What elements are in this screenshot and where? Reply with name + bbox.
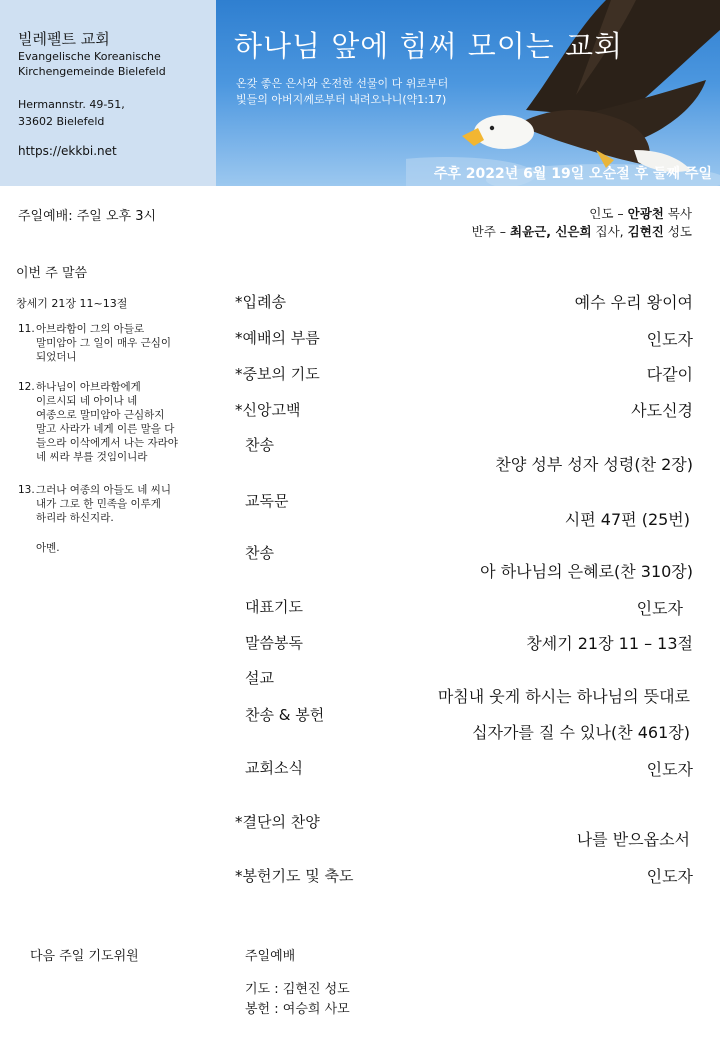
- leader-prefix: 인도 –: [589, 206, 628, 221]
- verse-text: 하리라 하신지라.: [36, 512, 114, 524]
- order-value: 시편 47편 (25번): [564, 510, 690, 529]
- banner-title: 하나님 앞에 힘써 모이는 교회: [234, 29, 624, 63]
- header-banner: [216, 0, 720, 186]
- service-date: 주후 2022년 6월 19일 오순절 후 둘째 주일: [433, 166, 712, 182]
- church-name: 빌레펠트 교회: [18, 30, 110, 48]
- accompany-title-1: 집사,: [591, 224, 628, 239]
- order-value: 나를 받으옵소서: [576, 830, 690, 849]
- church-info-panel: [0, 0, 216, 186]
- order-value: 찬양 성부 성자 성령(찬 2장): [495, 455, 693, 474]
- order-label: *결단의 찬양: [235, 813, 320, 831]
- verse-text: 아브라함이 그의 아들로: [36, 323, 145, 335]
- order-label: *입례송: [235, 293, 286, 311]
- order-value: 아 하나님의 은혜로(찬 310장): [480, 562, 693, 581]
- footer-offering: 봉헌 : 여승희 사모: [245, 1002, 350, 1017]
- leader-line: [472, 205, 692, 223]
- verse-line-1: 온갖 좋은 은사와 온전한 선물이 다 위로부터: [236, 77, 449, 90]
- verse-text: 여종으로 말미암아 근심하지: [36, 409, 165, 421]
- verse-number: 11.: [18, 323, 35, 335]
- address-city: 33602 Bielefeld: [18, 115, 105, 128]
- verse-text: 하나님이 아브라함에게: [36, 381, 141, 393]
- next-week-prayer-heading: 다음 주일 기도위원: [30, 949, 139, 964]
- footer-prayer: 기도 : 김현진 성도: [245, 982, 350, 997]
- order-value: 인도자: [646, 867, 693, 886]
- accompany-title-2: 성도: [663, 224, 692, 239]
- order-value: 다같이: [646, 365, 693, 384]
- order-label: 찬송: [245, 436, 274, 454]
- order-value: 인도자: [636, 599, 683, 618]
- scripture-reference: 창세기 21장 11~13절: [16, 297, 128, 310]
- accompany-prefix: 반주 –: [471, 224, 510, 239]
- order-value: 십자가를 질 수 있나(찬 461장): [472, 723, 690, 742]
- order-label: *신앙고백: [235, 401, 301, 419]
- accompany-line: [472, 223, 692, 241]
- accompany-names: 최윤근, 신은희: [510, 224, 592, 239]
- order-label: 교독문: [245, 492, 289, 510]
- german-line-1: Evangelische Koreanische: [18, 50, 161, 63]
- banner-verse: [236, 76, 448, 108]
- accompany-name-2: 김현진: [627, 224, 664, 239]
- order-value: 예수 우리 왕이여: [574, 293, 693, 312]
- verse-number: 12.: [18, 381, 35, 393]
- german-line-2: Kirchengemeinde Bielefeld: [18, 65, 166, 78]
- order-label: 찬송: [245, 544, 274, 562]
- order-label: 말씀봉독: [245, 634, 303, 652]
- service-time: 주일예배: 주일 오후 3시: [18, 209, 157, 224]
- order-label: 교회소식: [245, 759, 303, 777]
- order-label: 대표기도: [245, 598, 303, 616]
- order-value: 인도자: [646, 330, 693, 349]
- church-address: [18, 96, 125, 130]
- order-label: *봉헌기도 및 축도: [235, 867, 354, 885]
- scripture-heading: 이번 주 말씀: [16, 266, 88, 281]
- verse-text: 이르시되 네 아이나 네: [36, 395, 138, 407]
- order-label: *중보의 기도: [235, 365, 320, 383]
- verse-text: 네 씨라 부를 것임이니라: [36, 451, 148, 463]
- verse-number: 13.: [18, 484, 35, 496]
- verse-text: 되었더니: [36, 351, 77, 363]
- leader-title: 목사: [663, 206, 692, 221]
- order-label: *예배의 부름: [235, 329, 320, 347]
- service-leaders: [472, 205, 692, 241]
- order-label: 설교: [245, 669, 274, 687]
- church-website[interactable]: https://ekkbi.net: [18, 144, 117, 158]
- amen-text: 아멘.: [36, 542, 60, 554]
- leader-name: 안광천: [627, 206, 664, 221]
- verse-text: 말고 사라가 네게 이른 말을 다: [36, 423, 175, 435]
- verse-text: 들으라 이삭에게서 나는 자라야: [36, 437, 178, 449]
- address-street: Hermannstr. 49-51,: [18, 98, 125, 111]
- verse-text: 말미암아 그 일이 매우 근심이: [36, 337, 172, 349]
- order-value: 마침내 웃게 하시는 하나님의 뜻대로: [437, 687, 690, 706]
- order-label: 찬송 & 봉헌: [245, 706, 325, 724]
- verse-text: 내가 그로 한 민족을 이루게: [36, 498, 161, 510]
- order-value: 창세기 21장 11 – 13절: [526, 634, 693, 653]
- order-value: 사도신경: [631, 401, 693, 420]
- verse-text: 그러나 여종의 아들도 네 씨니: [36, 484, 172, 496]
- verse-line-2: 빛들의 아버지께로부터 내려오나니(약1:17): [236, 93, 447, 106]
- church-german-name: [18, 49, 166, 79]
- footer-service-heading: 주일예배: [245, 949, 296, 964]
- order-value: 인도자: [646, 760, 693, 779]
